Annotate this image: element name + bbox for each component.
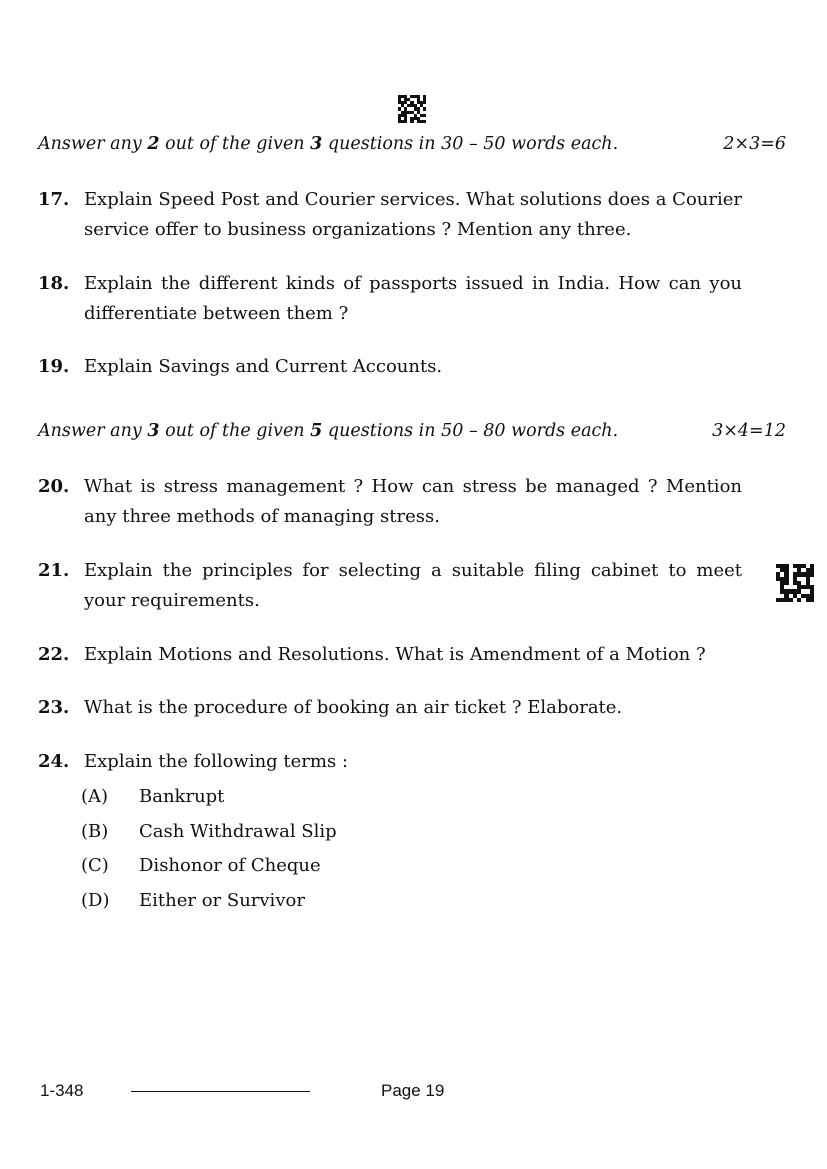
question-20 (38, 472, 742, 532)
subpart-a (81, 785, 224, 809)
question-number: 23. (38, 697, 70, 718)
question-21 (38, 556, 742, 616)
question-22 (38, 640, 742, 670)
subpart-text: Dishonor of Cheque (139, 855, 321, 876)
question-number: 18. (38, 273, 70, 294)
instruction-text: Answer any 3 out of the given 5 questions in 50 – 80 words each. (38, 421, 619, 441)
question-number: 20. (38, 476, 70, 497)
question-text: Explain the different kinds of passports issued in India. How can you differentiate between them ? (84, 273, 742, 324)
question-19 (38, 352, 742, 382)
subpart-text: Either or Survivor (139, 890, 305, 911)
instruction-text: Answer any 2 out of the given 3 questions in 30 – 50 words each. (38, 134, 619, 154)
qr-code-top (398, 95, 426, 123)
section-b-marks: 3×4=12 (712, 421, 786, 441)
qr-code-side (776, 564, 814, 602)
subpart-text: Bankrupt (139, 786, 225, 807)
subpart-letter: (B) (81, 821, 109, 842)
subpart-c (81, 854, 321, 878)
question-18 (38, 269, 742, 329)
subpart-letter: (C) (81, 855, 109, 876)
question-number: 19. (38, 356, 70, 377)
question-number: 21. (38, 560, 70, 581)
section-a-marks: 2×3=6 (723, 134, 786, 154)
question-23 (38, 693, 742, 723)
question-text: What is the procedure of booking an air ticket ? Elaborate. (84, 697, 623, 718)
paper-code: 1-348 (40, 1081, 84, 1100)
question-text: Explain Motions and Resolutions. What is Amendment of a Motion ? (84, 644, 706, 665)
section-a-instruction (38, 134, 786, 154)
subpart-letter: (A) (81, 786, 109, 807)
question-text: What is stress management ? How can stress be managed ? Mention any three methods of managing stress. (84, 476, 742, 527)
subpart-letter: (D) (81, 890, 110, 911)
subpart-d (81, 889, 305, 913)
footer-rule (131, 1091, 310, 1092)
question-text: Explain the following terms : (84, 751, 349, 772)
question-text: Explain Speed Post and Courier services. What solutions does a Courier service offer to business organizations ? Mention any three. (84, 189, 742, 240)
question-text: Explain Savings and Current Accounts. (84, 356, 443, 377)
page-number: Page 19 (381, 1081, 445, 1100)
subpart-b (81, 820, 337, 844)
question-number: 22. (38, 644, 70, 665)
subpart-text: Cash Withdrawal Slip (139, 821, 337, 842)
question-text: Explain the principles for selecting a suitable filing cabinet to meet your requirements. (84, 560, 742, 611)
question-number: 24. (38, 751, 70, 772)
question-number: 17. (38, 189, 70, 210)
section-b-instruction (38, 421, 786, 441)
question-17 (38, 185, 742, 245)
question-24 (38, 747, 742, 777)
